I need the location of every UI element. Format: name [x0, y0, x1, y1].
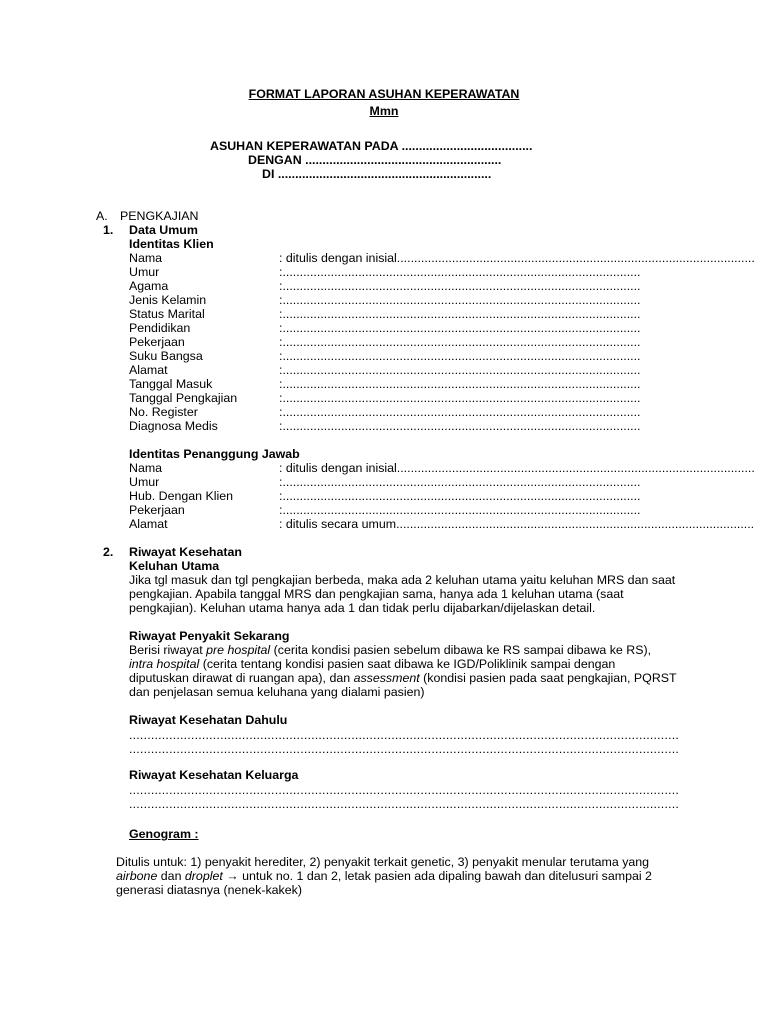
identity-row [129, 461, 755, 476]
header-line-di-dots: .............................................................. [277, 167, 492, 181]
rps-italic-intra-hospital: intra hospital [129, 656, 200, 671]
identity-row-value-text: : [279, 419, 283, 433]
identity-row-value-text: : [279, 293, 283, 307]
identity-row-value [279, 517, 755, 532]
rps-text-2: (cerita kondisi pasien sebelum dibawa ke RS sampai dibawa ke RS), [270, 643, 652, 657]
rps-heading: Riwayat Penyakit Sekarang [129, 629, 290, 643]
identity-row-value-text: : [279, 321, 283, 335]
genogram-heading: Genogram : [129, 827, 199, 841]
identity-row [129, 490, 674, 504]
identity-row [129, 336, 674, 350]
section-2-number: 2. [103, 545, 114, 559]
identity-row-value [279, 504, 674, 518]
genogram-text-3: untuk no. 1 dan 2, letak pasien ada dipaling bawah dan ditelusuri sampai 2 generasi diatasnya (nenek-kakek) [116, 868, 652, 897]
identity-row [129, 420, 674, 434]
identity-row-value [279, 392, 674, 406]
keluhan-utama-text: Jika tgl masuk dan tgl pengkajian berbeda, maka ada 2 keluhan utama yaitu keluhan MRS dan saat pengkajian. Apabila tanggal MRS dan pengkajian sama, hanya ada 1 keluhan utama (saat pengkajian). Keluhan utama hanya ada 1 dan tidak perlu dijabarkan/dijelaskan detail. [129, 573, 676, 615]
identity-row-dots: ........................................................................................................ [282, 321, 641, 335]
identity-row-dots: ........................................................................................................ [282, 293, 641, 307]
identity-row-value [279, 336, 674, 350]
identity-row-label: Status Marital [129, 307, 205, 321]
identity-row-dots: ........................................................................................................ [282, 377, 641, 391]
identity-row-value-text: : [279, 279, 283, 293]
identity-row-value [279, 420, 674, 434]
rkk-dotted-line-2: ....................................................................................................................................................... [129, 797, 680, 811]
identity-row-value [279, 364, 674, 378]
genogram-text-1: Ditulis untuk: 1) penyakit herediter, 2) penyakit terkait genetic, 3) penyakit menular terutama yang [116, 855, 650, 869]
header-line-asuhan-label: ASUHAN KEPERAWATAN PADA [210, 139, 399, 153]
rkk-heading: Riwayat Kesehatan Keluarga [129, 768, 299, 782]
identity-row-dots: ........................................................................................................ [282, 265, 641, 279]
identity-row-label: Pekerjaan [129, 503, 185, 517]
keluhan-utama-heading: Keluhan Utama [129, 559, 220, 573]
genogram-text-2: dan [157, 868, 185, 883]
identity-row-dots: ........................................................................................................ [282, 349, 641, 363]
header-line-dengan-dots: ......................................................... [305, 153, 502, 167]
identity-row-label: Agama [129, 279, 169, 293]
identity-row-value [279, 280, 674, 294]
identity-row-dots: ........................................................................................................ [396, 251, 755, 265]
identity-row [129, 406, 674, 420]
section-a-label: A. [96, 209, 108, 223]
identity-row [129, 517, 755, 532]
identity-row [129, 392, 674, 406]
identity-row-value [279, 406, 674, 420]
genogram-text [116, 856, 678, 898]
rps-text [129, 644, 677, 700]
identity-row-dots: ........................................................................................................ [396, 461, 755, 475]
identity-row-value-text: : [279, 475, 283, 489]
identity-row-value-text: : ditulis dengan inisial [279, 461, 397, 475]
identity-row-value-text: : [279, 503, 283, 517]
identity-row-value [279, 350, 674, 364]
rps-text-3: (cerita tentang kondisi pasien saat dibawa ke IGD/Poliklinik sampai dengan diputuskan dirawat di ruangan apa), dan [129, 656, 616, 685]
identity-row-value-text: : [279, 377, 283, 391]
rps-text-1: Berisi riwayat [129, 643, 207, 657]
identity-row [129, 294, 674, 308]
header-line-asuhan [210, 140, 532, 154]
header-line-asuhan-dots: ...................................... [401, 139, 533, 153]
identity-row-value [279, 490, 674, 504]
header-line-di-label: DI [262, 167, 275, 181]
identity-row-label: Nama [129, 461, 163, 475]
identity-row-label: Alamat [129, 517, 168, 531]
identity-row-label: Jenis Kelamin [129, 293, 207, 307]
identity-row [129, 476, 674, 490]
right-arrow-icon: → [222, 868, 243, 883]
document-title: FORMAT LAPORAN ASUHAN KEPERAWATAN [248, 87, 520, 101]
identity-row-value-text: : ditulis secara umum [279, 517, 397, 531]
rps-italic-assessment: assessment [353, 670, 420, 685]
header-line-dengan [248, 154, 501, 168]
identity-row [129, 504, 674, 518]
identity-row-label: No. Register [129, 405, 198, 419]
identity-row-label: Hub. Dengan Klien [129, 489, 234, 503]
identity-row-dots: ........................................................................................................ [282, 503, 641, 517]
identitas-klien-heading: Identitas Klien [129, 237, 214, 251]
subsection-1-number: 1. [103, 223, 114, 237]
identity-row-dots: ........................................................................................................ [282, 391, 641, 405]
identity-row-label: Tanggal Masuk [129, 377, 213, 391]
identity-row-value-text: : [279, 335, 283, 349]
identity-row-value-text: : [279, 265, 283, 279]
identity-row-value-text: : [279, 363, 283, 377]
identity-row-label: Pendidikan [129, 321, 191, 335]
identity-row [129, 378, 674, 392]
identity-row-dots: ........................................................................................................ [282, 405, 641, 419]
identity-row [129, 251, 755, 266]
identity-row-dots: ........................................................................................................ [282, 279, 641, 293]
identity-row-dots: ........................................................................................................ [282, 307, 641, 321]
identity-row-dots: ........................................................................................................ [282, 475, 641, 489]
identity-row [129, 308, 674, 322]
identity-row [129, 280, 674, 294]
identitas-pj-heading: Identitas Penanggung Jawab [129, 447, 300, 461]
identity-row-label: Nama [129, 251, 163, 265]
identity-row [129, 322, 674, 336]
identity-row [129, 350, 674, 364]
rps-italic-pre-hospital: pre hospital [206, 643, 271, 657]
identity-row-value [279, 476, 674, 490]
identity-row-dots: ........................................................................................................ [282, 489, 641, 503]
subsection-1-title: Data Umum [129, 223, 198, 237]
rkd-dotted-line-1: ....................................................................................................................................................... [129, 728, 680, 742]
identity-row [129, 266, 674, 280]
identity-row-dots: ........................................................................................................ [282, 363, 641, 377]
identity-row-label: Tanggal Pengkajian [129, 391, 238, 405]
section-2-title: Riwayat Kesehatan [129, 545, 242, 559]
identity-row-value-text: : ditulis dengan inisial [279, 251, 397, 265]
rps-text-4: (kondisi pasien pada saat pengkajian, PQRST dan penjelasan semua keluhana yang dialami pasien) [129, 670, 677, 699]
identity-row-dots: ........................................................................................................ [396, 517, 755, 531]
identity-row-label: Umur [129, 265, 160, 279]
identity-row-label: Suku Bangsa [129, 349, 203, 363]
identity-row-label: Umur [129, 475, 160, 489]
rkk-dotted-line-1: ....................................................................................................................................................... [129, 783, 680, 797]
identity-row-label: Alamat [129, 363, 168, 377]
identity-row-value-text: : [279, 489, 283, 503]
genogram-italic-airbone: airbone [116, 868, 158, 883]
identity-row [129, 364, 674, 378]
rkd-dotted-line-2: ....................................................................................................................................................... [129, 742, 680, 756]
identity-row-value-text: : [279, 405, 283, 419]
identity-row-value [279, 461, 755, 476]
section-a-title: PENGKAJIAN [120, 209, 199, 223]
genogram-italic-droplet: droplet [184, 868, 223, 883]
identity-row-dots: ........................................................................................................ [282, 419, 641, 433]
identity-row-value [279, 294, 674, 308]
header-line-dengan-label: DENGAN [248, 153, 302, 167]
rkd-heading: Riwayat Kesehatan Dahulu [129, 713, 288, 727]
identity-row-label: Diagnosa Medis [129, 419, 218, 433]
identity-row-dots: ........................................................................................................ [282, 335, 641, 349]
identity-row-value [279, 308, 674, 322]
document-subtitle: Mmn [369, 104, 399, 118]
identity-row-value-text: : [279, 349, 283, 363]
identity-row-value [279, 378, 674, 392]
identity-row-value [279, 251, 755, 266]
identity-row-label: Pekerjaan [129, 335, 185, 349]
identity-row-value-text: : [279, 307, 283, 321]
header-line-di [262, 168, 491, 182]
identity-row-value [279, 266, 674, 280]
identity-row-value [279, 322, 674, 336]
identity-row-value-text: : [279, 391, 283, 405]
